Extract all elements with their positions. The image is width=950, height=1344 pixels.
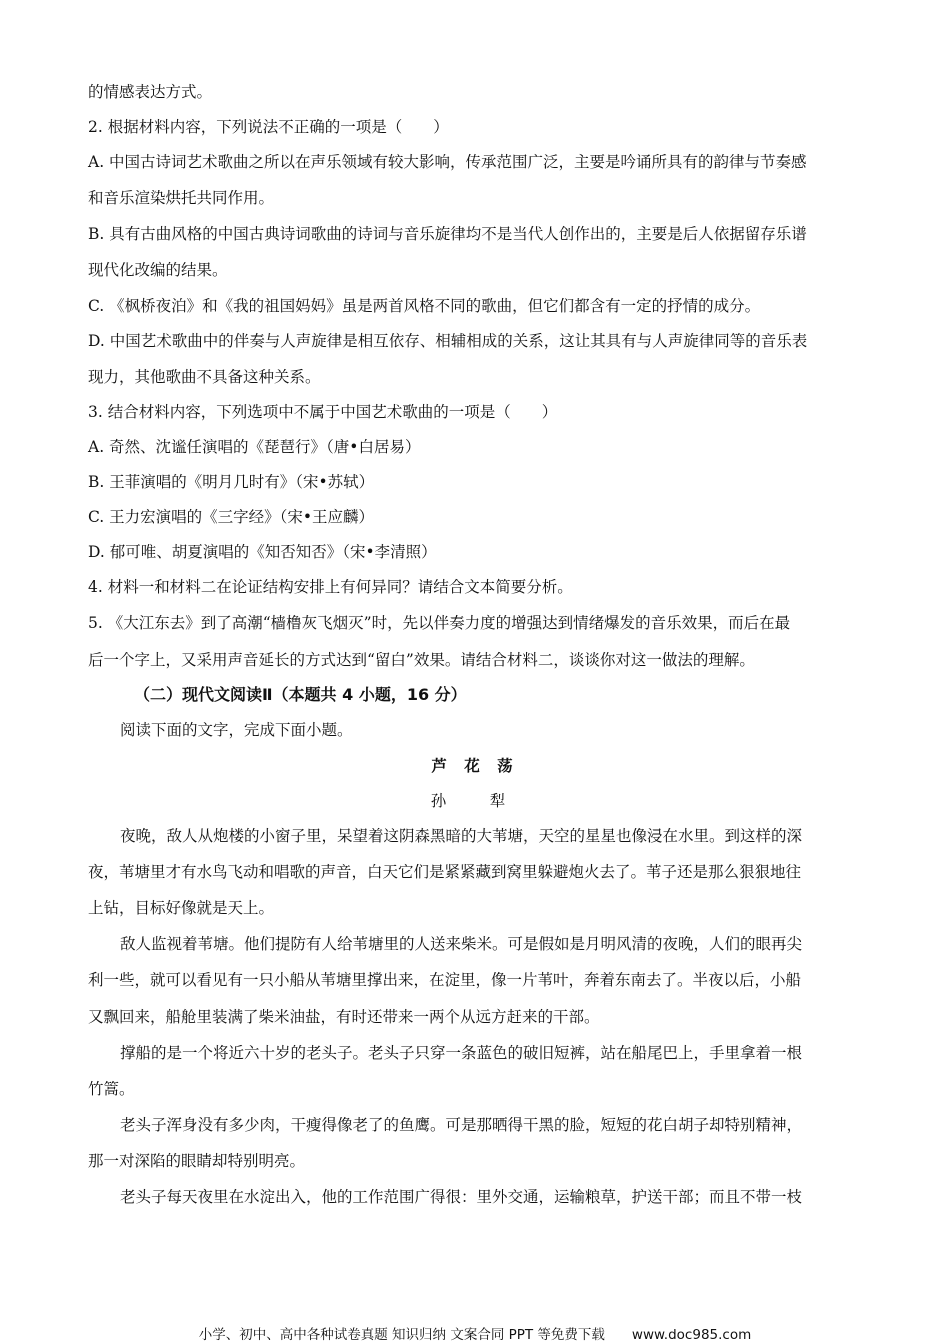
article-author: 孙 犁 bbox=[430, 792, 520, 810]
paragraph-line: 又飘回来，船舱里装满了柴米油盐，有时还带来一两个从远方赶来的干部。 bbox=[88, 1008, 600, 1026]
paragraph-line: 夜晚，敌人从炮楼的小窗子里，呆望着这阴森黑暗的大苇塘，天空的星星也像浸在水里。到这样的深 bbox=[120, 827, 803, 845]
option-d-line-1: D. 中国艺术歌曲中的伴奏与人声旋律是相互依存、相辅相成的关系，这让其具有与人声旋律同等的音乐表 bbox=[88, 332, 808, 350]
option-a-line-2: 和音乐渲染烘托共同作用。 bbox=[88, 189, 275, 207]
option-d: D. 郁可唯、胡夏演唱的《知否知否》（宋•李清照） bbox=[88, 543, 437, 561]
option-b: B. 王菲演唱的《明月几时有》（宋•苏轼） bbox=[88, 473, 375, 491]
paragraph-line: 敌人监视着苇塘。他们提防有人给苇塘里的人送来柴米。可是假如是月明风清的夜晚，人们的眼再尖 bbox=[120, 935, 803, 953]
option-b-line-1: B. 具有古曲风格的中国古典诗词歌曲的诗词与音乐旋律均不是当代人创作出的，主要是后人依据留存乐谱 bbox=[88, 225, 807, 243]
question-5-line-2: 后一个字上，又采用声音延长的方式达到“留白”效果。请结合材料二，谈谈你对这一做法的理解。 bbox=[88, 651, 755, 669]
paragraph-line: 老头子每天夜里在水淀出入，他的工作范围广得很：里外交通，运输粮草，护送干部；而且不带一枝 bbox=[120, 1188, 803, 1206]
question-2: 2. 根据材料内容，下列说法不正确的一项是（ ） bbox=[88, 118, 449, 136]
text-line: 的情感表达方式。 bbox=[88, 83, 213, 101]
option-a-line-1: A. 中国古诗词艺术歌曲之所以在声乐领域有较大影响，传承范围广泛，主要是吟诵所具有的韵律与节奏感 bbox=[88, 153, 807, 171]
paragraph-line: 老头子浑身没有多少肉，干瘦得像老了的鱼鹰。可是那晒得干黑的脸，短短的花白胡子却特别精神， bbox=[120, 1116, 803, 1134]
question-3: 3. 结合材料内容，下列选项中不属于中国艺术歌曲的一项是（ ） bbox=[88, 403, 558, 421]
paragraph-line: 竹篙。 bbox=[88, 1080, 135, 1098]
question-5-line-1: 5. 《大江东去》到了高潮“樯橹灰飞烟灭”时，先以伴奏力度的增强达到情绪爆发的音乐效果，而后在最 bbox=[88, 614, 791, 632]
option-a: A. 奇然、沈谧任演唱的《琵琶行》（唐•白居易） bbox=[88, 438, 421, 456]
article-title: 芦 花 荡 bbox=[431, 757, 519, 775]
paragraph-line: 上钻，目标好像就是天上。 bbox=[88, 899, 275, 917]
instruction: 阅读下面的文字，完成下面小题。 bbox=[120, 721, 353, 739]
option-c: C. 《枫桥夜泊》和《我的祖国妈妈》虽是两首风格不同的歌曲，但它们都含有一定的抒情的成分。 bbox=[88, 297, 761, 315]
option-b-line-2: 现代化改编的结果。 bbox=[88, 261, 228, 279]
footer-banner: 小学、初中、高中各种试卷真题 知识归纳 文案合同 PPT 等免费下载 www.doc985.com bbox=[198, 1327, 752, 1343]
paragraph-line: 那一对深陷的眼睛却特别明亮。 bbox=[88, 1152, 306, 1170]
section-heading: （二）现代文阅读Ⅱ（本题共 4 小题，16 分） bbox=[134, 685, 467, 704]
option-d-line-2: 现力，其他歌曲不具备这种关系。 bbox=[88, 368, 321, 386]
paragraph-line: 夜，苇塘里才有水鸟飞动和唱歌的声音，白天它们是紧紧藏到窝里躲避炮火去了。苇子还是那么狠狠地往 bbox=[88, 863, 802, 881]
paragraph-line: 利一些，就可以看见有一只小船从苇塘里撑出来，在淀里，像一片苇叶，奔着东南去了。半夜以后，小船 bbox=[88, 971, 802, 989]
paragraph-line: 撑船的是一个将近六十岁的老头子。老头子只穿一条蓝色的破旧短裤，站在船尾巴上，手里拿着一根 bbox=[120, 1044, 803, 1062]
option-c: C. 王力宏演唱的《三字经》（宋•王应麟） bbox=[88, 508, 375, 526]
question-4: 4. 材料一和材料二在论证结构安排上有何异同？请结合文本简要分析。 bbox=[88, 578, 573, 596]
